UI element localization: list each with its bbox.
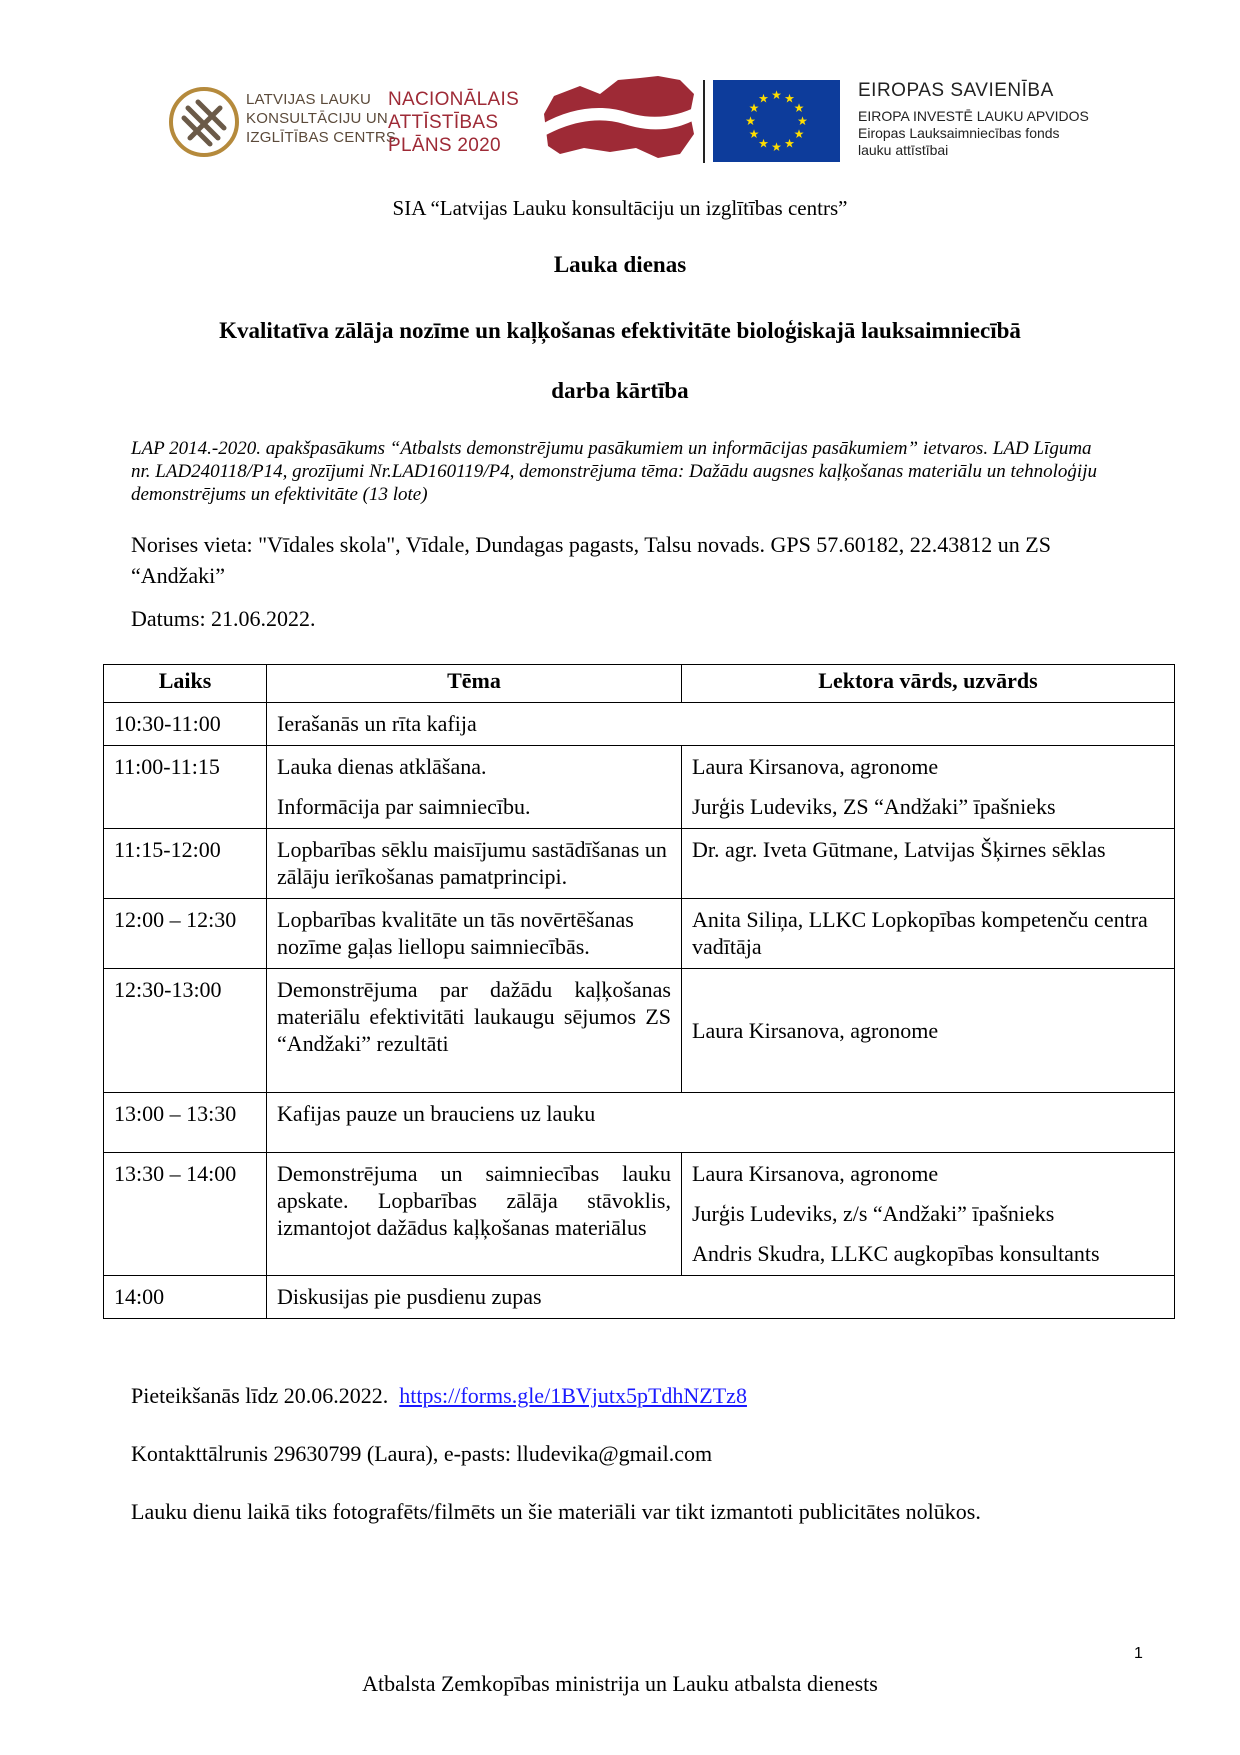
lecturer-name: Jurģis Ludeviks, z/s “Andžaki” īpašnieks bbox=[692, 1201, 1055, 1226]
agenda-table bbox=[103, 664, 1175, 1319]
event-title: Lauka dienas bbox=[553, 252, 687, 277]
row-topic: Demonstrējuma par dažādu kaļķošanas materiālu efektivitāti laukaugu sējumos ZS “Andžaki” rezultāti bbox=[267, 969, 682, 1093]
row-time: 12:30-13:00 bbox=[104, 969, 267, 1093]
table-row bbox=[104, 899, 1175, 969]
header-time: Laiks bbox=[104, 665, 267, 703]
eu-star-icon: ★ bbox=[748, 101, 760, 115]
table-row bbox=[104, 746, 1175, 829]
eu-star-icon: ★ bbox=[771, 88, 782, 102]
header-topic: Tēma bbox=[267, 665, 682, 703]
topic-line: Lauka dienas atklāšana. bbox=[277, 754, 487, 779]
eu-star-icon: ★ bbox=[797, 114, 808, 128]
row-time: 13:30 – 14:00 bbox=[104, 1153, 267, 1276]
contact-info: Kontakttālrunis 29630799 (Laura), e-pasts: lludevika@gmail.com bbox=[131, 1441, 713, 1466]
row-topic: Demonstrējuma un saimniecības lauku apskate. Lopbarības zālāja stāvoklis, izmantojot dažādus kaļķošanas materiālus bbox=[267, 1153, 682, 1276]
row-lecturer bbox=[682, 746, 1175, 829]
topic-line: Informācija par saimniecību. bbox=[277, 794, 531, 819]
llkc-logo-emblem bbox=[168, 86, 240, 158]
nap-line-1: NACIONĀLAIS bbox=[388, 89, 520, 110]
photo-notice: Lauku dienu laikā tiks fotografēts/filmēts un šie materiāli var tikt izmantoti publicitātes nolūkos. bbox=[131, 1499, 981, 1524]
eu-star-icon: ★ bbox=[771, 140, 782, 154]
eu-star-icon: ★ bbox=[758, 91, 769, 106]
row-topic: Ierašanās un rīta kafija bbox=[267, 703, 1175, 746]
row-topic: Lopbarības sēklu maisījumu sastādīšanas un zālāju ierīkošanas pamatprincipi. bbox=[267, 829, 682, 899]
row-lecturer bbox=[682, 1153, 1175, 1276]
row-lecturer: Anita Siliņa, LLKC Lopkopības kompetenču centra vadītāja bbox=[682, 899, 1175, 969]
nap-line-2: ATTĪSTĪBAS bbox=[388, 112, 499, 133]
llkc-line-1: LATVIJAS LAUKU bbox=[246, 91, 372, 108]
eu-line-2: Eiropas Lauksaimniecības fonds bbox=[858, 125, 1060, 141]
logo-divider bbox=[703, 80, 705, 163]
row-topic: Lopbarības kvalitāte un tās novērtēšanas nozīme gaļas liellopu saimniecībās. bbox=[267, 899, 682, 969]
row-time: 14:00 bbox=[104, 1276, 267, 1319]
eu-flag-icon bbox=[713, 80, 840, 162]
eu-star-icon: ★ bbox=[793, 127, 805, 141]
lecturer-name: Jurģis Ludeviks, ZS “Andžaki” īpašnieks bbox=[692, 794, 1056, 819]
lecturer-name: Andris Skudra, LLKC augkopības konsultants bbox=[692, 1241, 1100, 1266]
lecturer-name: Laura Kirsanova, agronome bbox=[692, 754, 939, 779]
table-row bbox=[104, 1153, 1175, 1276]
eu-line-3: lauku attīstībai bbox=[858, 142, 949, 158]
row-topic bbox=[267, 746, 682, 829]
eu-star-icon: ★ bbox=[745, 114, 756, 128]
lecturer-name: Laura Kirsanova, agronome bbox=[692, 1161, 939, 1186]
row-time: 12:00 – 12:30 bbox=[104, 899, 267, 969]
row-lecturer: Laura Kirsanova, agronome bbox=[682, 969, 1175, 1093]
page-number: 1 bbox=[1134, 1645, 1143, 1662]
registration-line bbox=[131, 1383, 747, 1409]
eu-star-icon: ★ bbox=[784, 91, 795, 106]
row-topic: Diskusijas pie pusdienu zupas bbox=[267, 1276, 1175, 1319]
nap-line-3: PLĀNS 2020 bbox=[388, 135, 501, 156]
table-row bbox=[104, 829, 1175, 899]
table-row bbox=[104, 703, 1175, 746]
registration-link[interactable]: https://forms.gle/1BVjutx5pTdhNZTz8 bbox=[399, 1383, 747, 1408]
footer-support: Atbalsta Zemkopības ministrija un Lauku atbalsta dienests bbox=[362, 1671, 878, 1696]
lap-description: LAP 2014.-2020. apakšpasākums “Atbalsts demonstrējumu pasākumiem un informācijas pasākumiem” ietvaros. LAD Līguma nr. LAD240118/P14, grozījumi Nr.LAD160119/P4, demonstrējuma tēma: Dažādu augsnes kaļķošanas materiālu un tehnoloģiju demonstrējums un efektivitāte (13 lote) bbox=[131, 438, 1097, 505]
agenda-heading: darba kārtība bbox=[551, 378, 689, 403]
table-header-row bbox=[104, 665, 1175, 703]
eu-star-icon: ★ bbox=[784, 136, 795, 151]
eu-star-icon: ★ bbox=[748, 127, 760, 141]
header-lecturer: Lektora vārds, uzvārds bbox=[682, 665, 1175, 703]
llkc-line-3: IZGLĪTĪBAS CENTRS bbox=[246, 129, 397, 146]
row-time: 13:00 – 13:30 bbox=[104, 1093, 267, 1153]
eu-star-icon: ★ bbox=[758, 136, 769, 151]
row-time: 11:15-12:00 bbox=[104, 829, 267, 899]
llkc-line-2: KONSULTĀCIJU UN bbox=[246, 110, 388, 127]
event-topic: Kvalitatīva zālāja nozīme un kaļķošanas efektivitāte bioloģiskajā lauksaimniecībā bbox=[219, 318, 1021, 343]
eu-line-1: EIROPA INVESTĒ LAUKU APVIDOS bbox=[858, 108, 1089, 124]
row-topic: Kafijas pauze un brauciens uz lauku bbox=[267, 1093, 1175, 1153]
organization-name: SIA “Latvijas Lauku konsultāciju un izglītības centrs” bbox=[392, 196, 848, 220]
eu-star-icon: ★ bbox=[793, 101, 805, 115]
registration-text: Pieteikšanās līdz 20.06.2022. bbox=[131, 1383, 389, 1408]
table-row bbox=[104, 969, 1175, 1093]
row-time: 11:00-11:15 bbox=[104, 746, 267, 829]
nap-logo-text bbox=[388, 88, 519, 157]
eu-title: EIROPAS SAVIENĪBA bbox=[858, 80, 1054, 101]
table-row bbox=[104, 1276, 1175, 1319]
table-row bbox=[104, 1093, 1175, 1153]
eu-subtitle bbox=[858, 108, 1089, 159]
row-time: 10:30-11:00 bbox=[104, 703, 267, 746]
event-date: Datums: 21.06.2022. bbox=[131, 606, 316, 631]
llkc-logo-text bbox=[246, 90, 396, 147]
latvia-map-logo bbox=[540, 74, 702, 162]
row-lecturer: Dr. agr. Iveta Gūtmane, Latvijas Šķirnes sēklas bbox=[682, 829, 1175, 899]
venue-text: Norises vieta: "Vīdales skola", Vīdale, Dundagas pagasts, Talsu novads. GPS 57.60182, 22.43812 un ZS “Andžaki” bbox=[131, 532, 1051, 588]
